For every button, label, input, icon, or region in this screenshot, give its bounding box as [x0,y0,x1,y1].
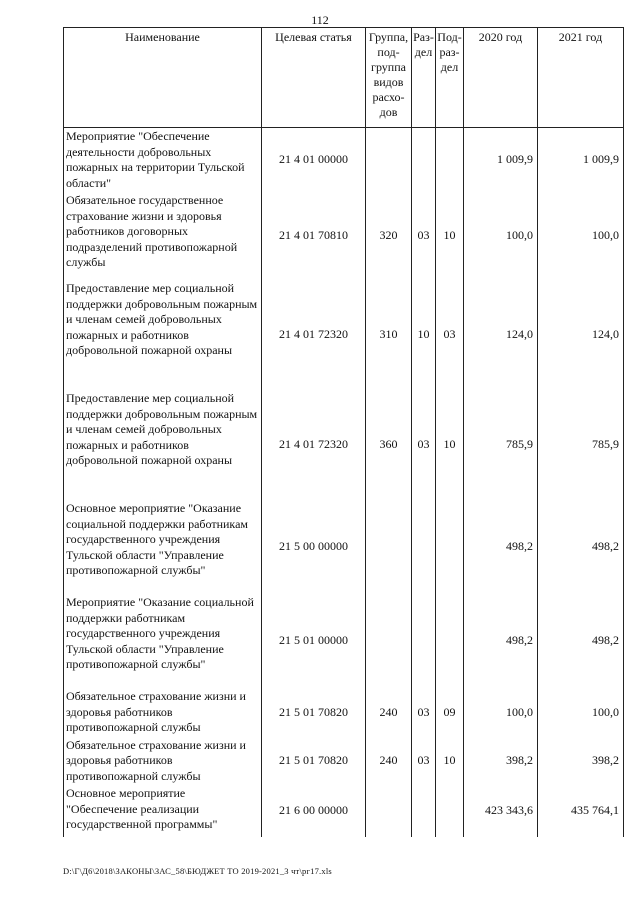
value-2021: 100,0 [538,688,624,737]
budget-table-container [63,27,623,837]
group-code: 240 [366,688,412,737]
value-2021: 1 009,9 [538,128,624,193]
value-2021: 100,0 [538,192,624,280]
group-code [366,785,412,837]
target-code: 21 4 01 70810 [262,192,366,280]
section-code [412,594,436,688]
subsection-code: 03 [436,280,464,390]
file-path-footer: D:\Г\Д6\2018\ЗАКОНЫ\ЗАС_58\БЮДЖЕТ ТО 2019-2021_3 чт\рг17.xls [63,866,332,876]
section-code: 03 [412,390,436,500]
section-code: 03 [412,192,436,280]
table-row [64,390,624,500]
group-code [366,500,412,594]
target-code: 21 5 01 70820 [262,688,366,737]
subsection-code [436,594,464,688]
target-code: 21 4 01 72320 [262,390,366,500]
target-code: 21 5 01 70820 [262,737,366,786]
group-code: 310 [366,280,412,390]
header-2020: 2020 год [464,28,538,128]
group-code: 240 [366,737,412,786]
table-row [64,688,624,737]
header-2021: 2021 год [538,28,624,128]
subsection-code [436,785,464,837]
table-row [64,785,624,837]
group-code [366,594,412,688]
value-2020: 785,9 [464,390,538,500]
group-code: 320 [366,192,412,280]
budget-table [63,27,624,837]
header-row [64,28,624,128]
section-code [412,785,436,837]
section-code: 03 [412,737,436,786]
section-code [412,500,436,594]
value-2021: 124,0 [538,280,624,390]
value-2020: 124,0 [464,280,538,390]
table-row [64,737,624,786]
table-row [64,594,624,688]
header-name: Наименование [64,28,262,128]
value-2021: 435 764,1 [538,785,624,837]
value-2021: 498,2 [538,500,624,594]
value-2021: 785,9 [538,390,624,500]
row-name: Обязательное государственное страхование жизни и здоровья работников договорных подразделений противопожарной службы [64,192,262,280]
group-code [366,128,412,193]
row-name: Мероприятие "Обеспечение деятельности добровольных пожарных на территории Тульской области" [64,128,262,193]
value-2021: 498,2 [538,594,624,688]
subsection-code: 10 [436,737,464,786]
table-row [64,280,624,390]
value-2020: 398,2 [464,737,538,786]
section-code: 10 [412,280,436,390]
value-2020: 100,0 [464,688,538,737]
target-code: 21 4 01 00000 [262,128,366,193]
target-code: 21 6 00 00000 [262,785,366,837]
header-group: Группа, под- группа видов расхо- дов [366,28,412,128]
header-section: Раз- дел [412,28,436,128]
subsection-code: 10 [436,192,464,280]
target-code: 21 5 01 00000 [262,594,366,688]
value-2020: 498,2 [464,500,538,594]
row-name: Основное мероприятие "Оказание социальной поддержки работникам государственного учреждения Тульской области "Управление противопожарной службы" [64,500,262,594]
section-code: 03 [412,688,436,737]
row-name: Основное мероприятие "Обеспечение реализации государственной программы" [64,785,262,837]
value-2021: 398,2 [538,737,624,786]
row-name: Обязательное страхование жизни и здоровья работников противопожарной службы [64,737,262,786]
subsection-code [436,500,464,594]
target-code: 21 5 00 00000 [262,500,366,594]
table-row [64,192,624,280]
header-subsection: Под- раз- дел [436,28,464,128]
subsection-code: 09 [436,688,464,737]
row-name: Обязательное страхование жизни и здоровья работников противопожарной службы [64,688,262,737]
value-2020: 498,2 [464,594,538,688]
section-code [412,128,436,193]
value-2020: 423 343,6 [464,785,538,837]
value-2020: 1 009,9 [464,128,538,193]
row-name: Мероприятие "Оказание социальной поддержки работникам государственного учреждения Тульской области "Управление противопожарной службы" [64,594,262,688]
group-code: 360 [366,390,412,500]
table-row [64,500,624,594]
row-name: Предоставление мер социальной поддержки добровольным пожарным и членам семей добровольных пожарных и работников добровольной пожарной охраны [64,280,262,390]
subsection-code: 10 [436,390,464,500]
table-row [64,128,624,193]
row-name: Предоставление мер социальной поддержки добровольным пожарным и членам семей добровольных пожарных и работников добровольной пожарной охраны [64,390,262,500]
target-code: 21 4 01 72320 [262,280,366,390]
value-2020: 100,0 [464,192,538,280]
subsection-code [436,128,464,193]
header-target: Целевая статья [262,28,366,128]
page-number: 112 [311,13,329,27]
